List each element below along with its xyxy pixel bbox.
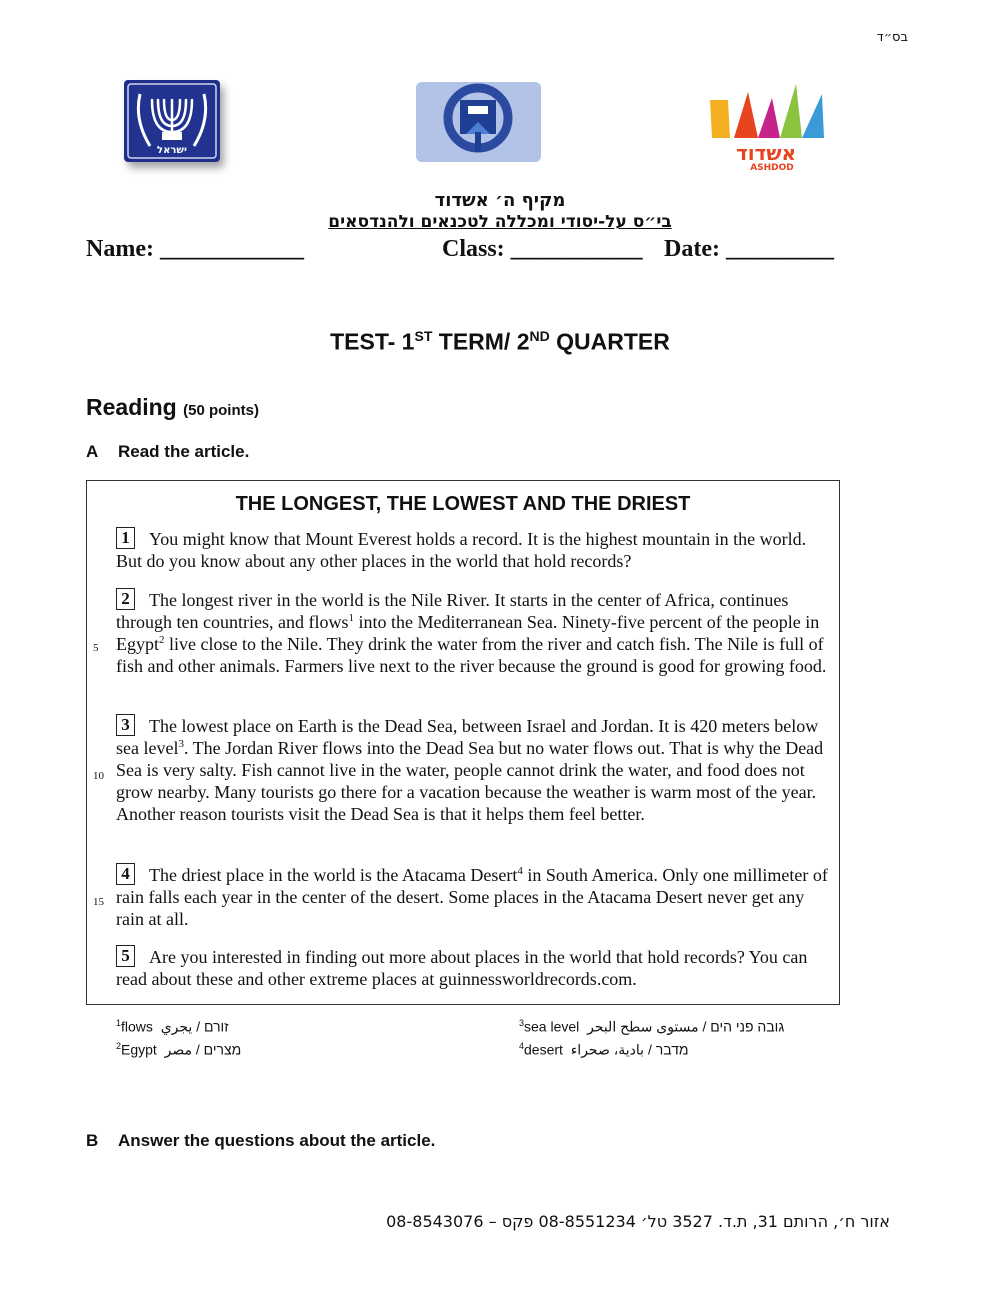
ashdod-logo-icon [700, 80, 830, 172]
glossary-item: $^3$sea level גובה פני הים / مستوى سطح البحر [519, 1018, 785, 1035]
school-logo-icon [416, 82, 541, 162]
glossary-item: $^2$Egypt מצרים / مصر [116, 1041, 242, 1058]
article-title: THE LONGEST, THE LOWEST AND THE DRIEST [235, 493, 691, 515]
name-field[interactable]: Name: ____________ [86, 236, 304, 262]
paragraph-2: 2 The longest river in the world is the Nile River. It starts in the center of Africa, continues through ten countries, and flows$^1$ into the Mediterranean Sea. Ninety-five percent of the people in Egypt$^2$ live close to the Nile. They drink the water from the river and catch fish. The Nile is full of fish and other animals. Farmers live next to the river because the ground is good for growing food. [116, 589, 827, 676]
line-number: 15 [93, 896, 104, 908]
footer-address: אזור ח׳, הרותם 31, ת.ד. 3527 טל׳ 08-8551234 פקס – 08-8543076 [386, 1212, 890, 1231]
school-line1: מקיף ה׳ אשדוד [434, 190, 566, 211]
reading-heading: Reading (50 points) [86, 394, 259, 420]
paragraph-1: 1 You might know that Mount Everest holds a record. It is the highest mountain in the world. But do you know about any other places in the world that hold records? [116, 528, 807, 571]
paragraph-3: 3 The lowest place on Earth is the Dead Sea, between Israel and Jordan. It is 420 meters below sea level$^3$. The Jordan River flows into the Dead Sea but no water flows out. That is why the Dead Sea is very salty. Fish cannot live in the water, people cannot drink the water, and food does not grow nearby. Many tourists go there for a vacation because the weather is warm most of the year. Another reason tourists visit the Dead Sea is that it helps them feel better. [116, 715, 824, 824]
test-title: TEST- 1ST TERM/ 2ND QUARTER [330, 328, 670, 355]
emblem-text: ישראל [157, 145, 187, 156]
israel-emblem-icon [124, 80, 220, 162]
glossary-item: $^4$desert מדבר / بادية، صحراء [519, 1041, 689, 1058]
paragraph-number: 2 [116, 588, 135, 610]
line-number: 5 [93, 642, 99, 654]
paragraph-number: 5 [116, 945, 135, 967]
section-a-instruction: Read the article. [118, 442, 250, 461]
glossary-item: $^1$flows זורם / يجري [116, 1018, 229, 1035]
paragraph-number: 3 [116, 714, 135, 736]
school-line2: בי״ס על-יסודי ומכללה לטכנאים ולהנדסאים [328, 212, 672, 232]
line-number: 10 [93, 770, 104, 782]
paragraph-number: 1 [116, 527, 135, 549]
paragraph-5: 5 Are you interested in finding out more about places in the world that hold records? You can read about these and other extreme places at guinnessworldrecords.com. [116, 946, 808, 989]
class-field[interactable]: Class: ___________ [442, 236, 643, 262]
article-box [86, 480, 840, 1005]
city-logo-sub: ASHDOD [750, 163, 794, 172]
bsd-mark: בס״ד [876, 30, 908, 45]
reading-points: (50 points) [183, 402, 259, 419]
date-field[interactable]: Date: _________ [664, 236, 834, 262]
paragraph-4: 4 The driest place in the world is the Atacama Desert$^4$ in South America. Only one millimeter of rain falls each year in the center of the desert. Some places in the Atacama Desert never get any rain at all. [116, 864, 828, 929]
city-logo-text: אשדוד [735, 141, 797, 165]
section-a: A Read the article. [86, 442, 250, 461]
paragraph-number: 4 [116, 863, 135, 885]
section-b: B Answer the questions about the article. [86, 1131, 436, 1150]
section-b-instruction: Answer the questions about the article. [118, 1131, 436, 1150]
school-name [0, 190, 1000, 232]
